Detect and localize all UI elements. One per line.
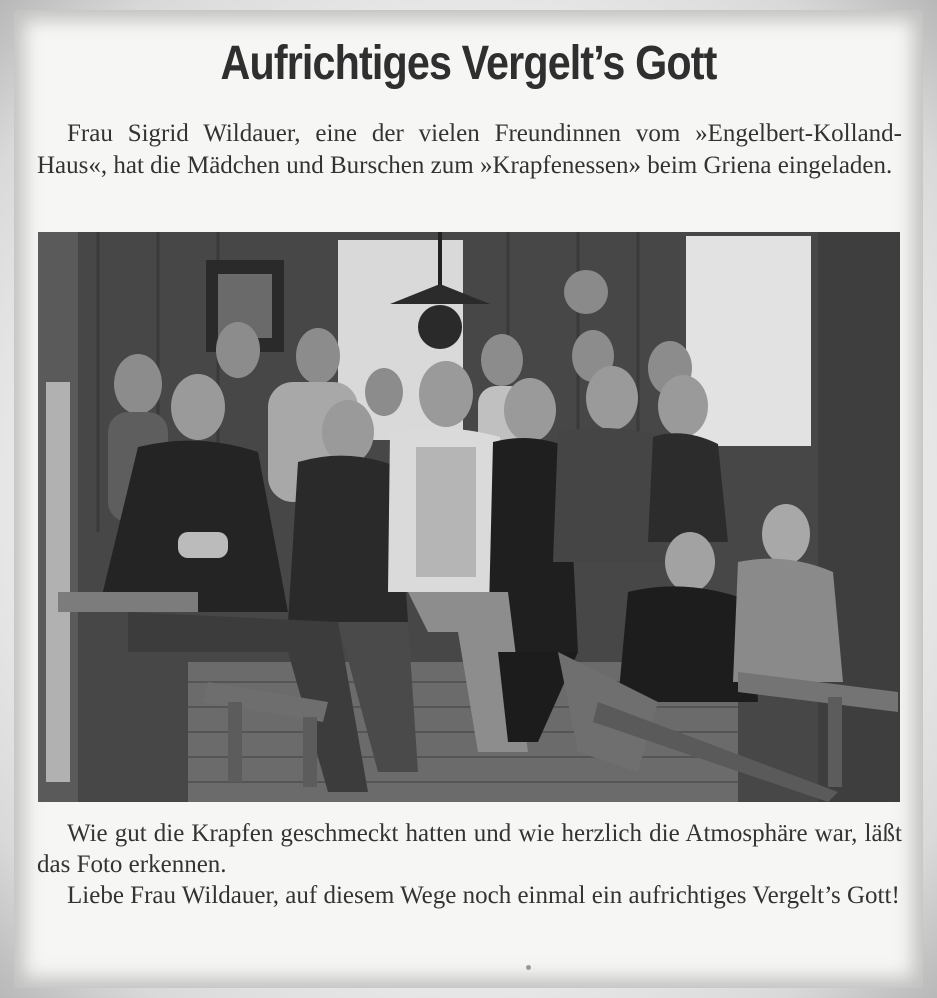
group-photo-drawing: [38, 232, 900, 802]
group-photo: [38, 232, 900, 802]
print-speck: [526, 965, 531, 970]
article-intro: Frau Sigrid Wildauer, eine der vielen Freundinnen vom »Engelbert-Kolland-Haus«, hat die Mädchen und Burschen zum »Krapfenessen» beim Griena eingeladen.: [37, 120, 902, 179]
caption-paragraph-2: Liebe Frau Wildauer, auf diesem Wege noch einmal ein aufrichtiges Vergelt’s Gott!: [67, 882, 900, 909]
article-caption: [37, 818, 902, 911]
article-title: Aufrichtiges Vergelt’s Gott: [220, 37, 717, 90]
caption-paragraph-1: Wie gut die Krapfen geschmeckt hatten und wie herzlich die Atmosphäre war, läßt das Foto erkennen.: [37, 820, 902, 878]
